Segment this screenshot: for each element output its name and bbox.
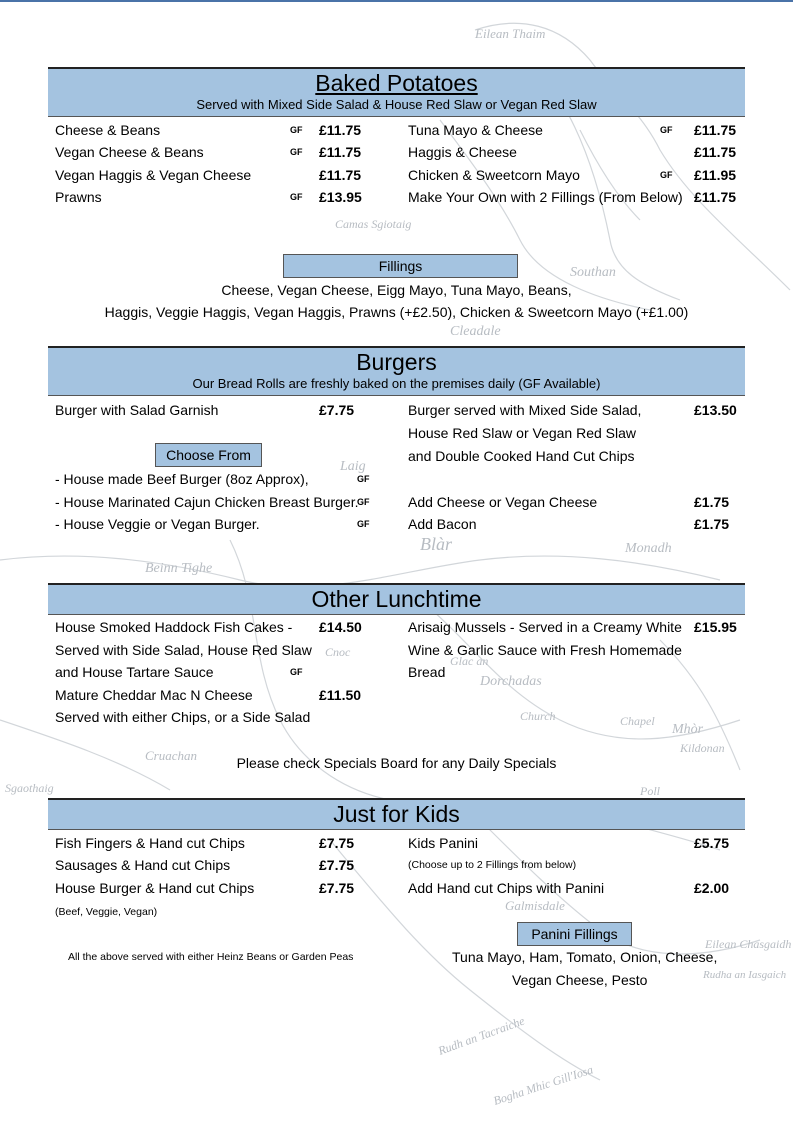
menu-item-price: £11.75 <box>694 122 737 138</box>
gf-badge: GF <box>660 170 673 180</box>
menu-item-name: Prawns <box>55 189 102 205</box>
menu-item-name: Sausages & Hand cut Chips <box>55 857 231 873</box>
burgers-title: Burgers <box>356 349 437 375</box>
menu-item-price: £7.75 <box>319 835 355 851</box>
panini-fillings-line-2: Vegan Cheese, Pesto <box>512 972 648 988</box>
choose-from-label: Choose From <box>155 443 262 467</box>
map-label: Galmisdale <box>505 898 565 913</box>
map-label: Cnoc <box>325 645 351 659</box>
menu-item-note: (Choose up to 2 Fillings from below) <box>408 859 577 871</box>
menu-item-price: £11.75 <box>694 189 737 205</box>
kids-header <box>48 798 745 830</box>
map-label: Rudh an Tacraiche <box>436 1013 527 1058</box>
menu-item-name: Arisaig Mussels - Served in a Creamy White <box>408 619 682 635</box>
map-label: Cleadale <box>450 324 501 339</box>
panini-fillings-line-1: Tuna Mayo, Ham, Tomato, Onion, Cheese, <box>452 949 718 965</box>
map-label: Glac an <box>450 654 489 668</box>
menu-item-name: Chicken & Sweetcorn Mayo <box>408 167 580 183</box>
menu-item-name: Kids Panini <box>408 835 479 851</box>
menu-item-note: (Beef, Veggie, Vegan) <box>55 906 158 918</box>
menu-item-price: £11.75 <box>694 144 737 160</box>
map-label: Monadh <box>625 541 672 556</box>
menu-item-price: £13.95 <box>319 189 362 205</box>
menu-item-price: £11.75 <box>319 122 362 138</box>
burger-choice: - House Marinated Cajun Chicken Breast Burger. <box>55 494 359 510</box>
gf-badge: GF <box>357 497 370 507</box>
menu-item-name: Vegan Haggis & Vegan Cheese <box>55 167 252 183</box>
burger-choice: - House Veggie or Vegan Burger. <box>55 516 260 532</box>
menu-item-price: £14.50 <box>319 619 362 635</box>
menu-item-price: £1.75 <box>694 516 730 532</box>
map-label: Poll <box>640 784 660 798</box>
menu-item-name: Burger with Salad Garnish <box>55 402 219 418</box>
menu-item-name: Add Cheese or Vegan Cheese <box>408 494 598 510</box>
potatoes-title: Baked Potatoes <box>315 70 478 96</box>
gf-badge: GF <box>290 192 303 202</box>
menu-item-desc: House Red Slaw or Vegan Red Slaw <box>408 425 637 441</box>
menu-item-desc: and Double Cooked Hand Cut Chips <box>408 448 635 464</box>
menu-item-name: Tuna Mayo & Cheese <box>408 122 543 138</box>
menu-item-price: £15.95 <box>694 619 737 635</box>
menu-item-price: £7.75 <box>319 880 355 896</box>
map-label: Blàr <box>420 534 453 554</box>
menu-item-price: £1.75 <box>694 494 730 510</box>
gf-badge: GF <box>357 519 370 529</box>
potatoes-header <box>48 67 745 117</box>
menu-item-name: Add Bacon <box>408 516 477 532</box>
menu-item-desc: and House Tartare Sauce <box>55 664 214 680</box>
map-label: Church <box>520 709 556 723</box>
burger-choice: - House made Beef Burger (8oz Approx), <box>55 471 309 487</box>
menu-item-name: House Smoked Haddock Fish Cakes - <box>55 619 293 635</box>
map-label: Eilean Chasgaidh <box>705 937 792 951</box>
menu-item-name: House Burger & Hand cut Chips <box>55 880 255 896</box>
menu-item-name: Fish Fingers & Hand cut Chips <box>55 835 245 851</box>
map-label: Eilean Thaim <box>475 26 546 41</box>
specials-note: Please check Specials Board for any Daily Specials <box>236 755 557 771</box>
map-label: Chapel <box>620 714 655 728</box>
kids-title: Just for Kids <box>333 801 460 827</box>
burgers-subtitle: Our Bread Rolls are freshly baked on the premises daily (GF Available) <box>192 376 601 391</box>
map-label: Rudha an Iasgaich <box>703 969 787 981</box>
gf-badge: GF <box>290 147 303 157</box>
potatoes-subtitle: Served with Mixed Side Salad & House Red Slaw or Vegan Red Slaw <box>196 97 597 112</box>
menu-item-name: Burger served with Mixed Side Salad, <box>408 402 642 418</box>
menu-item-name: Make Your Own with 2 Fillings (From Below) <box>408 189 683 205</box>
menu-item-price: £11.75 <box>319 144 362 160</box>
menu-item-desc: Bread <box>408 664 446 680</box>
map-label: Camas Sgiotaig <box>335 217 412 231</box>
fillings-list-line-1: Cheese, Vegan Cheese, Eigg Mayo, Tuna Mayo, Beans, <box>221 282 572 298</box>
menu-item-price: £11.50 <box>319 687 362 703</box>
fillings-label: Fillings <box>283 254 518 278</box>
served-with-note: All the above served with either Heinz Beans or Garden Peas <box>68 951 354 963</box>
map-label: Bogha Mhic Gill'Iosa <box>491 1062 595 1108</box>
menu-item-price: £7.75 <box>319 857 355 873</box>
map-label: Dorchadas <box>480 674 542 689</box>
menu-item-price: £5.75 <box>694 835 730 851</box>
menu-item-price: £7.75 <box>319 402 355 418</box>
lunch-title: Other Lunchtime <box>311 586 482 612</box>
menu-item-price: £11.75 <box>319 167 362 183</box>
menu-item-price: £2.00 <box>694 880 730 896</box>
map-label: Sgaothaig <box>5 781 54 795</box>
lunch-header <box>48 583 745 615</box>
menu-item-desc: Served with either Chips, or a Side Salad <box>55 709 311 725</box>
map-label: Laig <box>340 459 366 474</box>
menu-item-desc: Wine & Garlic Sauce with Fresh Homemade <box>408 642 682 658</box>
gf-badge: GF <box>290 125 303 135</box>
gf-badge: GF <box>660 125 673 135</box>
menu-item-name: Cheese & Beans <box>55 122 161 138</box>
map-label: Mhòr <box>672 722 704 737</box>
menu-item-name: Add Hand cut Chips with Panini <box>408 880 605 896</box>
gf-badge: GF <box>357 474 370 484</box>
map-label: Cruachan <box>145 748 197 763</box>
menu-item-desc: Served with Side Salad, House Red Slaw <box>55 642 312 658</box>
menu-item-price: £13.50 <box>694 402 737 418</box>
gf-badge: GF <box>290 667 303 677</box>
map-label: Kildonan <box>680 741 725 755</box>
burgers-header <box>48 346 745 396</box>
map-label: Southan <box>570 265 616 280</box>
panini-fillings-label: Panini Fillings <box>517 922 632 946</box>
menu-item-name: Haggis & Cheese <box>408 144 517 160</box>
menu-item-name: Vegan Cheese & Beans <box>55 144 204 160</box>
map-label: Beinn Tighe <box>145 561 213 576</box>
menu-item-name: Mature Cheddar Mac N Cheese <box>55 687 253 703</box>
fillings-list-line-2: Haggis, Veggie Haggis, Vegan Haggis, Prawns (+£2.50), Chicken & Sweetcorn Mayo (+£1.00) <box>104 304 689 320</box>
menu-item-price: £11.95 <box>694 167 737 183</box>
